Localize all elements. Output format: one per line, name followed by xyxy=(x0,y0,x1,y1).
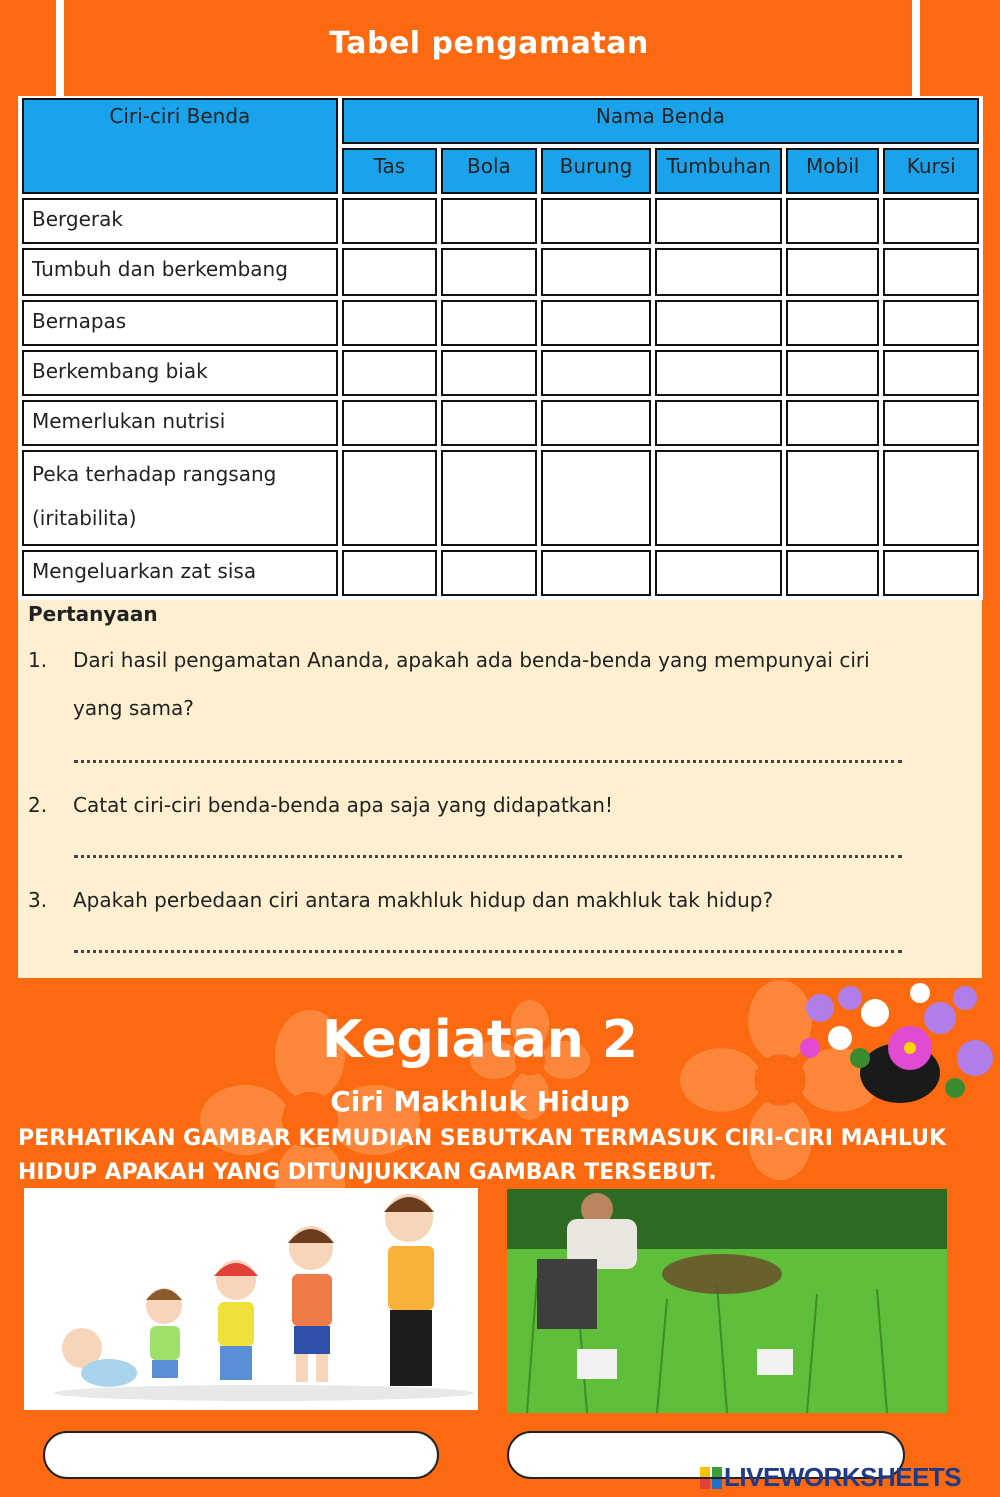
checkbox-cell[interactable] xyxy=(655,450,782,546)
answer-line-3[interactable] xyxy=(74,950,902,953)
checkbox-cell[interactable] xyxy=(786,400,880,446)
farmer-field-image xyxy=(507,1189,947,1413)
answer-input-1[interactable] xyxy=(43,1431,439,1479)
checkbox-cell[interactable] xyxy=(655,248,782,296)
question-number: 2. xyxy=(28,793,48,817)
checkbox-cell[interactable] xyxy=(786,198,880,244)
answer-line-2[interactable] xyxy=(74,855,902,858)
questions-panel xyxy=(18,600,982,978)
checkbox-cell[interactable] xyxy=(342,550,438,596)
farmer-field-illustration xyxy=(507,1189,947,1413)
checkbox-cell[interactable] xyxy=(541,350,652,396)
checkbox-cell[interactable] xyxy=(441,450,537,546)
checkbox-cell[interactable] xyxy=(441,248,537,296)
growth-stages-image xyxy=(24,1188,478,1410)
checkbox-cell[interactable] xyxy=(883,198,979,244)
question-number: 3. xyxy=(28,888,48,912)
checkbox-cell[interactable] xyxy=(441,550,537,596)
checkbox-cell[interactable] xyxy=(342,450,438,546)
checkbox-cell[interactable] xyxy=(541,198,652,244)
row-label: Bernapas xyxy=(22,300,338,346)
checkbox-cell[interactable] xyxy=(441,350,537,396)
answer-line-1[interactable] xyxy=(74,760,902,763)
table-row xyxy=(22,450,979,546)
checkbox-cell[interactable] xyxy=(883,300,979,346)
page-title: Tabel pengamatan xyxy=(329,25,649,61)
row-label: Berkembang biak xyxy=(22,350,338,396)
table-row xyxy=(22,350,979,396)
checkbox-cell[interactable] xyxy=(441,400,537,446)
checkbox-cell[interactable] xyxy=(342,400,438,446)
checkbox-cell[interactable] xyxy=(786,350,880,396)
checkbox-cell[interactable] xyxy=(786,248,880,296)
row-label: Tumbuh dan berkembang xyxy=(22,248,338,296)
checkbox-cell[interactable] xyxy=(342,248,438,296)
observation-grid xyxy=(18,94,983,600)
liveworksheets-logo-icon xyxy=(700,1467,722,1489)
checkbox-cell[interactable] xyxy=(655,300,782,346)
column-header-object: Mobil xyxy=(786,148,880,194)
checkbox-cell[interactable] xyxy=(655,350,782,396)
question-text: Dari hasil pengamatan Ananda, apakah ada benda-benda yang mempunyai ciri yang sama? xyxy=(73,648,870,720)
checkbox-cell[interactable] xyxy=(541,400,652,446)
decorative-stripe xyxy=(56,0,64,100)
column-group-nama-benda: Nama Benda xyxy=(342,98,979,144)
column-header-object: Tas xyxy=(342,148,438,194)
title-bar xyxy=(66,0,912,96)
growth-stages-illustration xyxy=(24,1188,478,1410)
observation-table xyxy=(18,96,983,600)
row-label: Memerlukan nutrisi xyxy=(22,400,338,446)
brand-text: LIVEWORKSHEETS xyxy=(724,1462,962,1492)
checkbox-cell[interactable] xyxy=(342,350,438,396)
checkbox-cell[interactable] xyxy=(786,300,880,346)
checkbox-cell[interactable] xyxy=(786,450,880,546)
checkbox-cell[interactable] xyxy=(883,248,979,296)
row-label: Peka terhadap rangsang (iritabilita) xyxy=(22,450,338,546)
checkbox-cell[interactable] xyxy=(342,198,438,244)
checkbox-cell[interactable] xyxy=(883,550,979,596)
column-header-object: Bola xyxy=(441,148,537,194)
checkbox-cell[interactable] xyxy=(342,300,438,346)
row-label: Mengeluarkan zat sisa xyxy=(22,550,338,596)
table-row xyxy=(22,198,979,244)
decorative-stripe xyxy=(912,0,920,100)
checkbox-cell[interactable] xyxy=(441,198,537,244)
activity-title: Kegiatan 2 xyxy=(321,1010,639,1070)
activity-subtitle: Ciri Makhluk Hidup xyxy=(330,1085,630,1118)
column-header-ciri: Ciri-ciri Benda xyxy=(22,98,338,194)
checkbox-cell[interactable] xyxy=(541,300,652,346)
column-header-object: Tumbuhan xyxy=(655,148,782,194)
checkbox-cell[interactable] xyxy=(441,300,537,346)
checkbox-cell[interactable] xyxy=(883,400,979,446)
table-row xyxy=(22,248,979,296)
checkbox-cell[interactable] xyxy=(541,450,652,546)
question-text: Apakah perbedaan ciri antara makhluk hidup dan makhluk tak hidup? xyxy=(73,888,774,912)
column-header-object: Kursi xyxy=(883,148,979,194)
row-label: Bergerak xyxy=(22,198,338,244)
checkbox-cell[interactable] xyxy=(655,550,782,596)
liveworksheets-logo xyxy=(700,1462,961,1493)
column-header-object: Burung xyxy=(541,148,652,194)
checkbox-cell[interactable] xyxy=(883,450,979,546)
checkbox-cell[interactable] xyxy=(541,248,652,296)
table-row xyxy=(22,550,979,596)
table-row xyxy=(22,300,979,346)
checkbox-cell[interactable] xyxy=(786,550,880,596)
checkbox-cell[interactable] xyxy=(655,198,782,244)
activity-instruction: PERHATIKAN GAMBAR KEMUDIAN SEBUTKAN TERMASUK CIRI-CIRI MAHLUK HIDUP APAKAH YANG DITUNJUKKAN GAMBAR TERSEBUT. xyxy=(18,1126,947,1185)
questions-heading: Pertanyaan xyxy=(28,602,158,626)
question-number: 1. xyxy=(28,648,48,672)
table-row xyxy=(22,400,979,446)
checkbox-cell[interactable] xyxy=(541,550,652,596)
checkbox-cell[interactable] xyxy=(655,400,782,446)
question-text: Catat ciri-ciri benda-benda apa saja yang didapatkan! xyxy=(73,793,613,817)
checkbox-cell[interactable] xyxy=(883,350,979,396)
